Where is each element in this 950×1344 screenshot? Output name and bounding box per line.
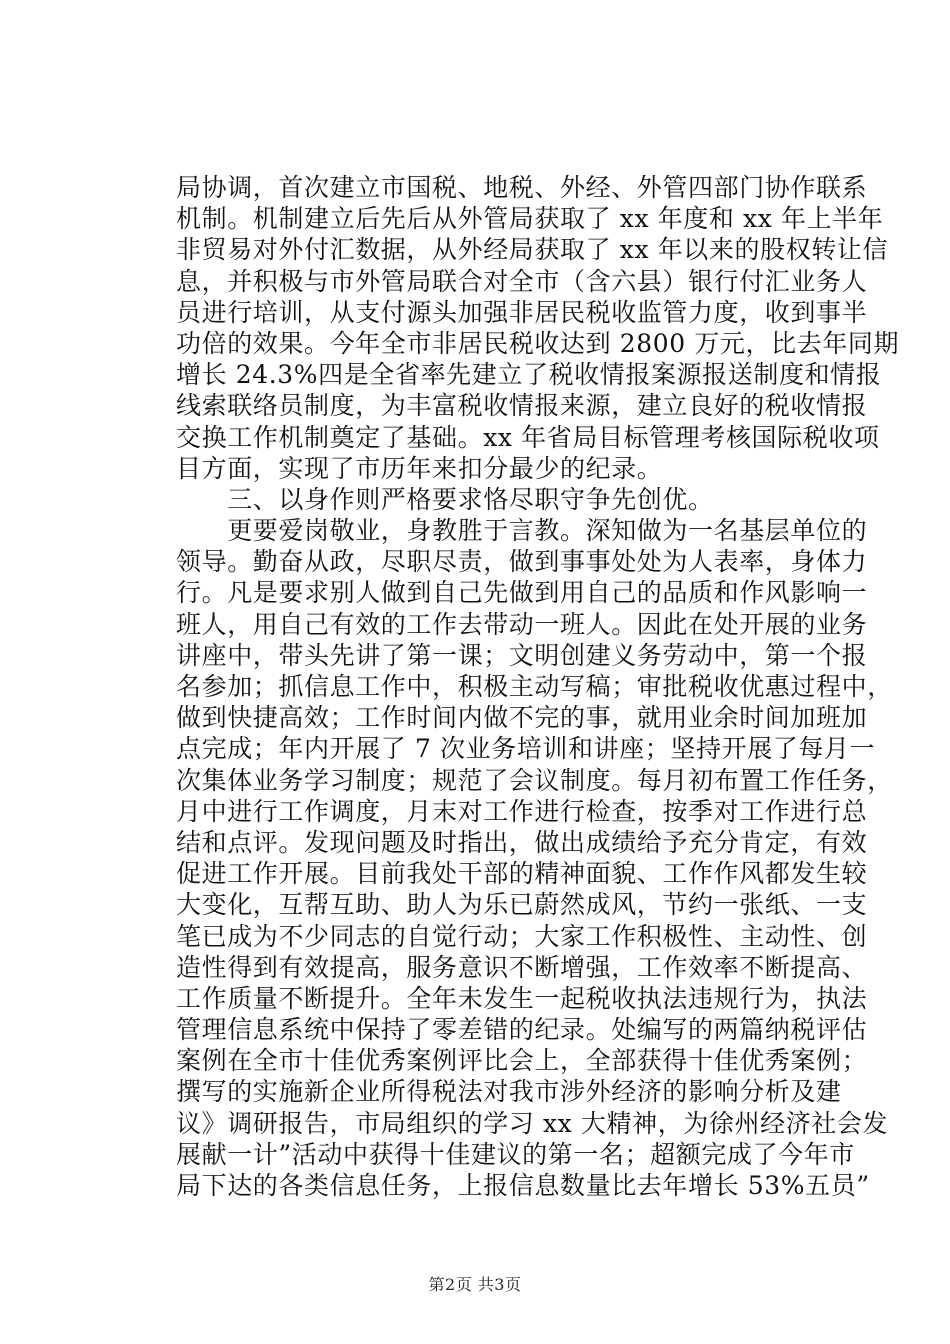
text-line: 造性得到有效提高，服务意识不断增强，工作效率不断提高、 (176, 952, 868, 982)
text-line: 目方面，实现了市历年来扣分最少的纪录。 (176, 453, 663, 483)
text-line: 线索联络员制度，为丰富税收情报来源，建立良好的税收情报 (176, 391, 868, 421)
text-line: 领导。勤奋从政，尽职尽责，做到事事处处为人表率，身体力 (176, 547, 868, 577)
text-line: 月中进行工作调度，月末对工作进行检查，按季对工作进行总 (176, 796, 868, 826)
text-line: 点完成；年内开展了 7 次业务培训和讲座；坚持开展了每月一 (176, 734, 876, 764)
text-line: 机制。机制建立后先后从外管局获取了 xx 年度和 xx 年上半年 (176, 204, 884, 234)
text-line: 次集体业务学习制度；规范了会议制度。每月初布置工作任务， (176, 765, 893, 795)
text-line: 工作质量不断提升。全年未发生一起税收执法违规行为，执法 (176, 983, 868, 1013)
text-line: 行。凡是要求别人做到自己先做到用自己的品质和作风影响一 (176, 578, 868, 608)
text-line: 大变化，互帮互助、助人为乐已蔚然成风，节约一张纸、一支 (176, 890, 868, 920)
text-line: 局下达的各类信息任务，上报信息数量比去年增长 53%五员” (176, 1171, 870, 1200)
text-line: 名参加；抓信息工作中，积极主动写稿；审批税收优惠过程中， (176, 672, 893, 701)
page-number-label: 第2页 共3页 (428, 1275, 522, 1294)
text-line: 促进工作开展。目前我处干部的精神面貌、工作作风都发生较 (176, 859, 868, 889)
text-line: 功倍的效果。今年全市非居民税收达到 2800 万元，比去年同期 (176, 328, 900, 358)
text-line: 结和点评。发现问题及时指出，做出成绩给予充分肯定，有效 (176, 827, 868, 857)
text-line: 议》调研报告，市局组织的学习 xx 大精神，为徐州经济社会发 (176, 1108, 889, 1138)
page-footer (0, 1275, 950, 1295)
text-line: 息，并积极与市外管局联合对全市（含六县）银行付汇业务人 (176, 266, 868, 296)
text-line: 讲座中，带头先讲了第一课；文明创建义务劳动中，第一个报 (176, 640, 868, 670)
body-text (176, 172, 900, 1201)
text-line: 交换工作机制奠定了基础。xx 年省局目标管理考核国际税收项 (176, 422, 880, 452)
text-line: 做到快捷高效；工作时间内做不完的事，就用业余时间加班加 (176, 703, 868, 733)
text-line: 班人，用自己有效的工作去带动一班人。因此在处开展的业务 (176, 609, 868, 639)
section-heading: 三、以身作则严格要求恪尽职守争先创优。 (176, 484, 714, 514)
text-line: 案例在全市十佳优秀案例评比会上，全部获得十佳优秀案例； (176, 1046, 868, 1076)
text-line: 非贸易对外付汇数据，从外经局获取了 xx 年以来的股权转让信 (176, 235, 889, 265)
text-line: 员进行培训，从支付源头加强非居民税收监管力度，收到事半 (176, 297, 868, 327)
text-line: 局协调，首次建立市国税、地税、外经、外管四部门协作联系 (176, 173, 868, 202)
text-line: 撰写的实施新企业所得税法对我市涉外经济的影响分析及建 (176, 1077, 842, 1107)
text-line: 笔已成为不少同志的自觉行动；大家工作积极性、主动性、创 (176, 921, 868, 951)
text-line: 增长 24.3%四是全省率先建立了税收情报案源报送制度和情报 (176, 360, 882, 390)
text-line: 展献一计”活动中获得十佳建议的第一名；超额完成了今年市 (176, 1139, 855, 1169)
text-line: 更要爱岗敬业，身教胜于言教。深知做为一名基层单位的 (176, 516, 868, 546)
text-line: 管理信息系统中保持了零差错的纪录。处编写的两篇纳税评估 (176, 1015, 868, 1045)
